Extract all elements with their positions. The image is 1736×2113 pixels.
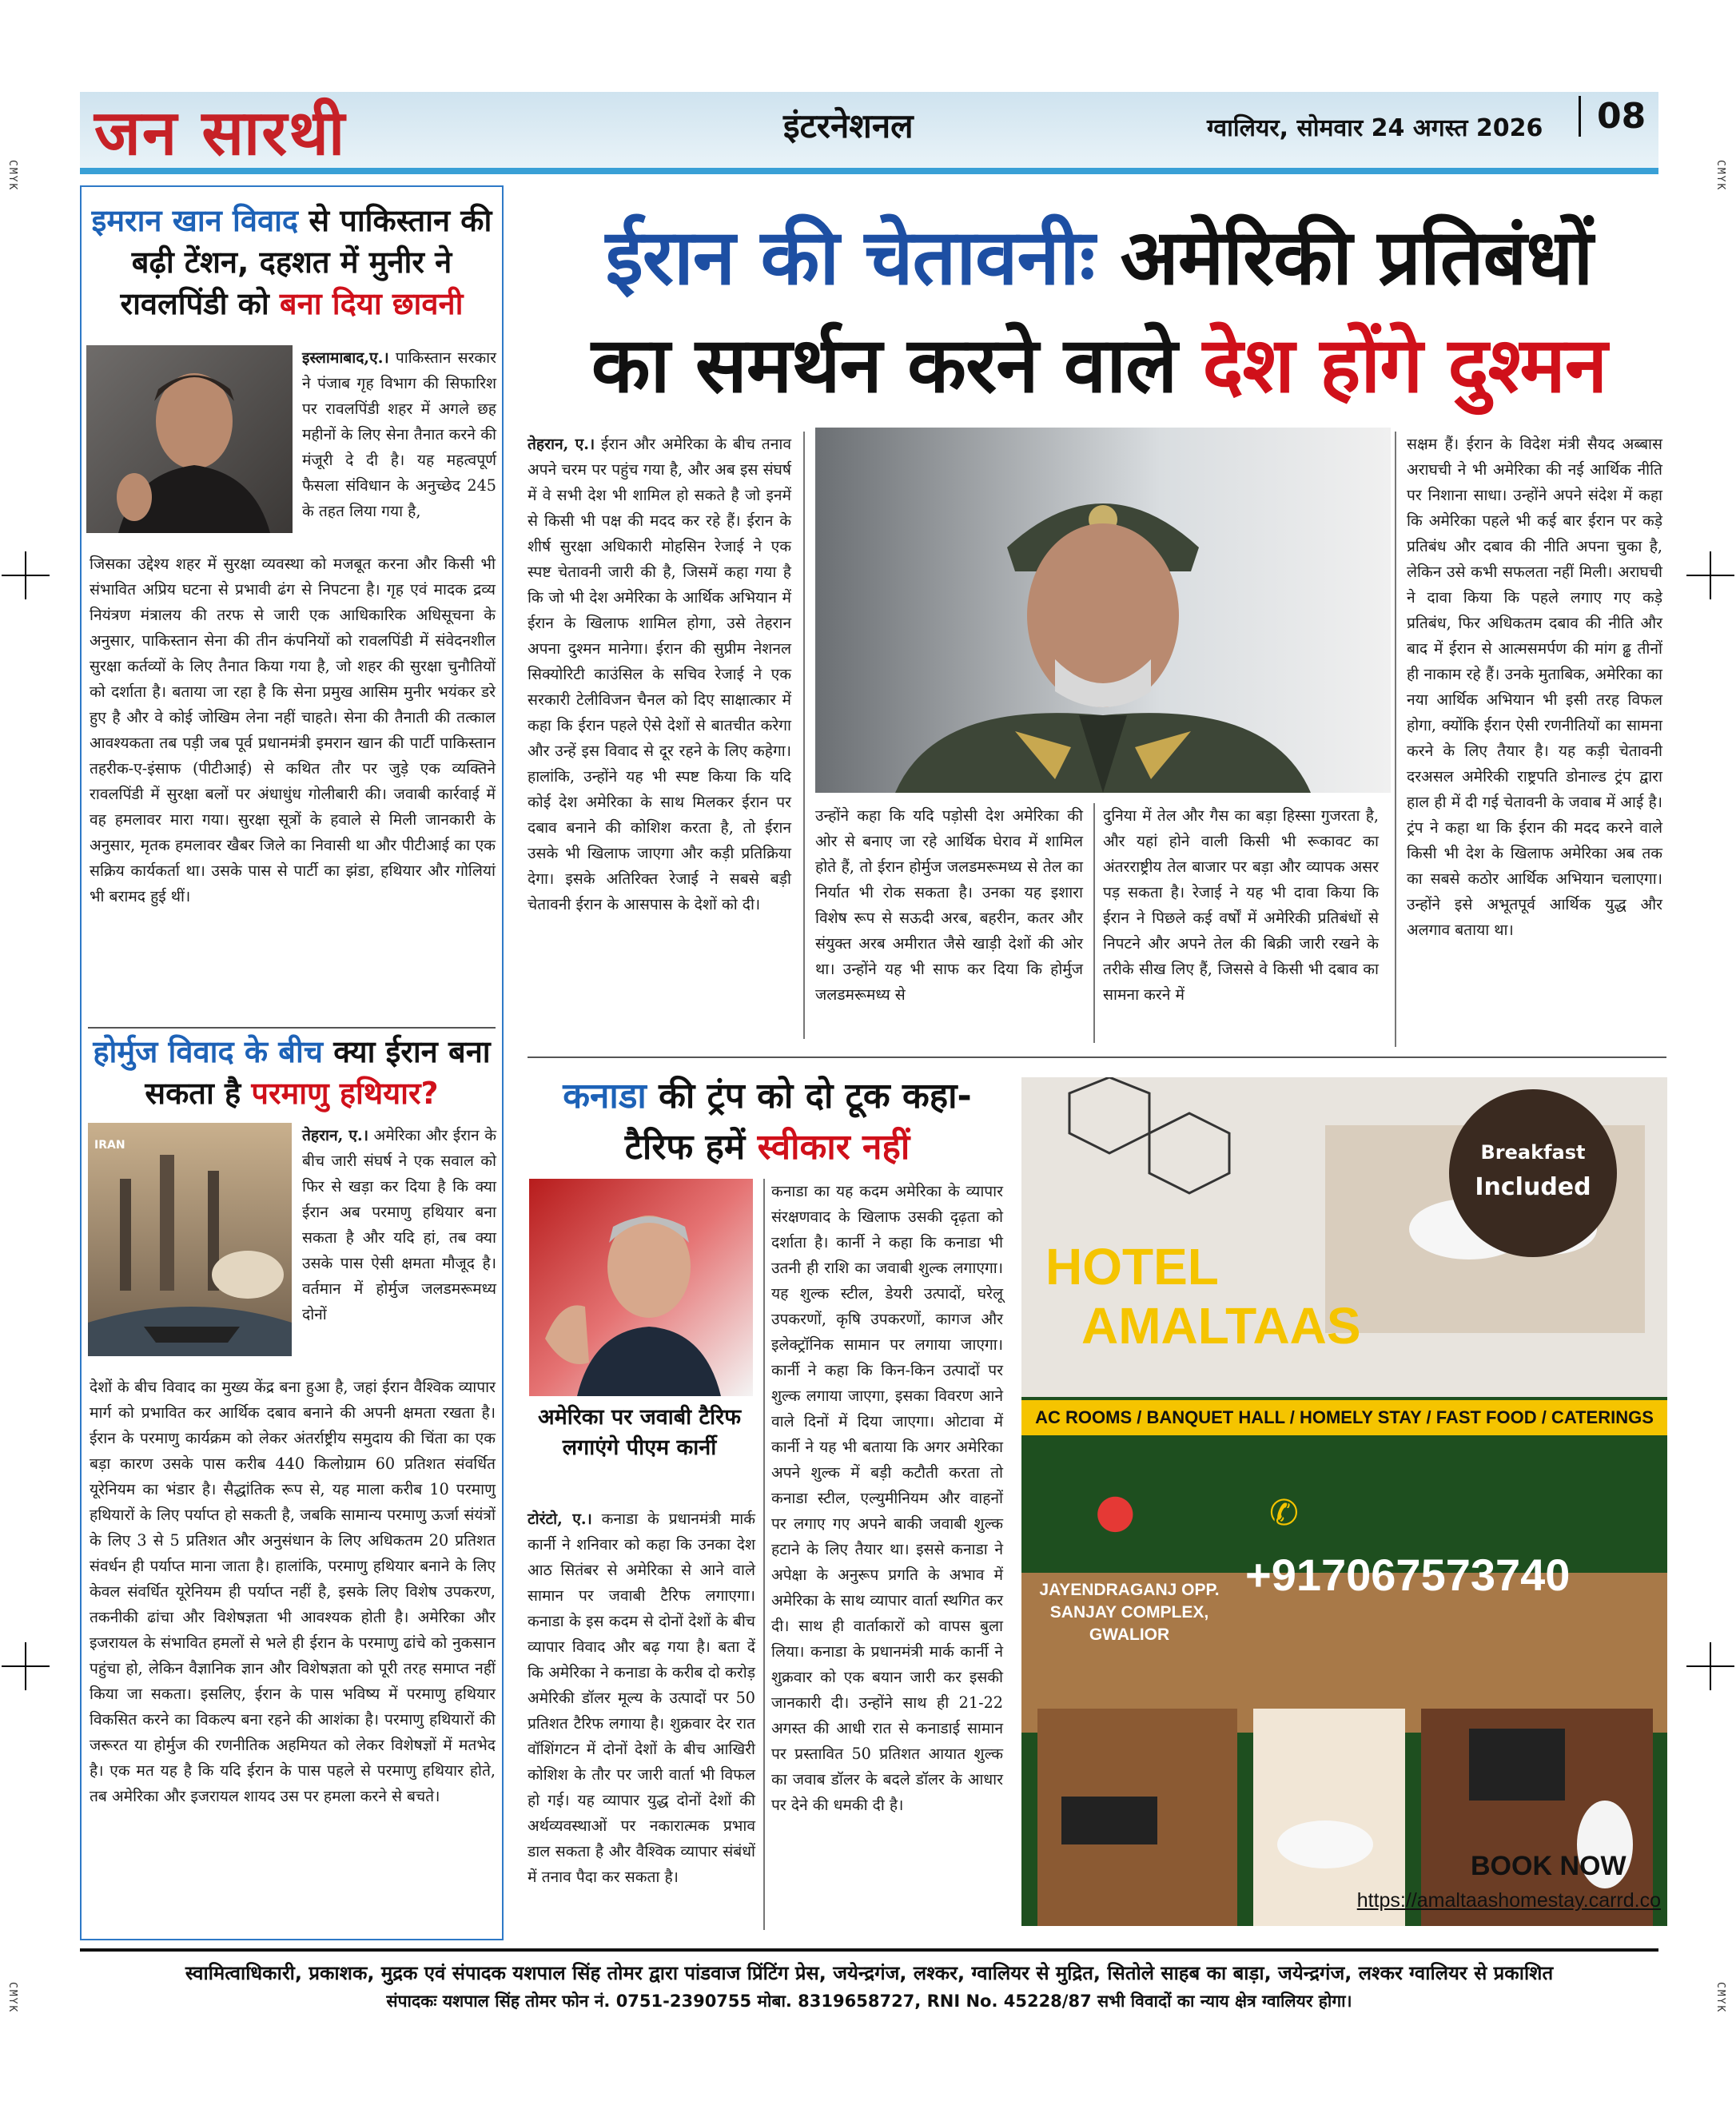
story1-body-text: जिसका उद्देश्य शहर में सुरक्षा व्यवस्था को मजबूत करना और किसी भी संभावित अप्रिय घटना से प्रभावी ढंग से निपटना है। गृह एवं मादक द्रव्य नियंत्रण मंत्रालय की तरफ से जारी एक आधिकारिक अधिसूचना के अनुसार, पाकिस्तान सेना की तीन कंपनियों को रावलपिंडी में संवेदनशील सुरक्षा कर्तव्यों के लिए तैनात किया गया है, जो शहर की सुरक्षा चुनौतियों को दर्शाता है। बताया जा रहा है कि सेना प्रमुख आसिम मुनीर भयंकर डरे हुए है और वे कोई जोखिम लेना नहीं चाहते। सेना की तैनाती की तत्काल आवश्यकता तब पड़ी जब पूर्व प्रधानमंत्री इमरान खान की पार्टी पाकिस्तान तहरीक-ए-इंसाफ (पीटीआई) से कथित तौर पर जुड़े एक व्यक्तिने रावलपिंडी में सुरक्षा बलों पर अंधाधुंध गोलीबारी की। जवाबी कार्रवाई में वह हमलावर मारा गया। सुरक्षा सूत्रों के हवाले से मिली जानकारी के अनुसार, मृतक हमलावर खैबर जिले का निवासी था और पीटीआई का एक सक्रिय कार्यकर्ता था। उसके पास से पार्टी का झंडा, हथियार और गोलियां भी बरामद हुई थीं।	[90, 555, 496, 905]
mohsen-rezaei-photo	[815, 428, 1391, 793]
lead-col1	[528, 432, 791, 917]
lead-col1-text: ईरान और अमेरिका के बीच तनाव अपने चरम पर पहुंच गया है, और अब इस संघर्ष में वे सभी देश भी शामिल हो सकते है जो इनमें से किसी भी पक्ष की मदद कर रहे हैं। ईरान के शीर्ष सुरक्षा अधिकारी मोहसिन रेजाई ने एक स्पष्ट चेतावनी जारी की है, जिसमें कहा गया है कि जो भी देश अमेरिका के आर्थिक अभियान में ईरान के खिलाफ शामिल होगा, उसे तेहरान अपना दुश्मन मानेगा। ईरान की सुप्रीम नेशनल सिक्योरिटी काउंसिल के सचिव रेजाई ने एक सरकारी टेलीविजन चैनल को दिए साक्षात्कार में कहा कि ईरान पहले ऐसे देशों से बातचीत करेगा और उन्हें इस विवाद से दूर रहने के लिए कहेगा। हालांकि, उन्होंने यह भी स्पष्ट किया कि यदि कोई देश अमेरिका के साथ मिलकर ईरान पर दबाव बनाने की कोशिश करता है, तो ईरान उसके भी खिलाफ जाएगा और कड़ी प्रतिक्रिया देगा। इसके अतिरिक्त रेजाई ने सबसे बड़ी चेतावनी ईरान के आसपास के देशों को दी।	[528, 435, 791, 913]
cmyk-mark-top-left: CMYK	[6, 160, 18, 192]
story1-intro	[302, 345, 496, 524]
hotel-title-line1: HOTEL	[1045, 1238, 1219, 1295]
page-number: 08	[1579, 96, 1646, 137]
story2-intro-text: अमेरिका और ईरान के बीच जारी संघर्ष ने एक सवाल को फिर से खड़ा कर दिया है कि क्या ईरान अब परमाणु हथियार बना सकता है और यदि हां, तब क्या उसके पास ऐसी क्षमता मौजूद है। वर्तमान में होर्मुज जलडमरूमध्य दोनों	[302, 1126, 496, 1323]
column-rule	[803, 432, 805, 1039]
story3-headline-red: स्वीकार नहीं	[757, 1127, 910, 1168]
story3-col1	[528, 1506, 755, 1890]
story1-dateline: इस्लामाबाद,ए.।	[302, 348, 389, 367]
divider	[528, 1056, 1666, 1058]
services-bar: AC ROOMS / BANQUET HALL / HOMELY STAY / FAST FOOD / CATERINGS	[1021, 1400, 1667, 1435]
lead-col4	[1407, 432, 1662, 943]
story2-intro	[302, 1123, 496, 1327]
footer-rule	[80, 1948, 1658, 1952]
story2-body	[90, 1375, 496, 1809]
location-pin-icon: ●	[1095, 1483, 1136, 1538]
lead-col3-text: दुनिया में तेल और गैस का बड़ा हिस्सा गुजरता है, और यहां होने वाली किसी भी रूकावट का अंतरराष्ट्रीय तेल बाजार पर बड़ा और व्यापक असर पड़ सकता है। रेजाई ने यह भी दावा किया कि ईरान ने पिछले कई वर्षों में अमेरिकी प्रतिबंधों से निपटने और अपने तेल की बिक्री जारी रखने के तरीके सीख लिए हैं, जिससे वे किसी भी दबाव का सामना करने में	[1103, 806, 1379, 1004]
hotel-title-line2: AMALTAAS	[1081, 1297, 1361, 1355]
lead-col4-text: सक्षम हैं। ईरान के विदेश मंत्री सैयद अब्बास अराघची ने भी अमेरिका की नई आर्थिक नीति पर निशाना साधा। उन्होंने अपने संदेश में कहा कि अमेरिका पहले भी कई बार ईरान पर कड़े प्रतिबंध और दबाव की नीति अपना चुका है, लेकिन उसे कभी सफलता नहीं मिली। अराघची ने दावा किया कि पहले लगाए गए कड़े प्रतिबंध, फिर अधिकतम दबाव की नीति और बाद में ईरान से आत्मसमर्पण की मांग ढ्ढ तीनों ही नाकाम रहे हैं। उनके मुताबिक, अमेरिका का नया आर्थिक अभियान भी इसी तरह विफल होगा, क्योंकि ईरान ऐसी रणनीतियों का सामना करने के लिए तैयार है। यह कड़ी चेतावनी दरअसल अमेरिकी राष्ट्रपति डोनाल्ड ट्रंप द्वारा हाल ही में दी गई चेतावनी के जवाब में आई है। ट्रंप ने कहा था कि ईरान की मदद करने वाले किसी भी देश के खिलाफ अमेरिका अब तक का सबसे कठोर आर्थिक अभियान चलाएगा। उन्होंने इसे अभूतपूर्व आर्थिक युद्ध और अलगाव बताया था।	[1407, 435, 1662, 939]
story2-headline-blue: होर्मुज विवाद के बीच	[93, 1034, 323, 1069]
breakfast-badge	[1465, 1141, 1601, 1201]
story2-body-text: देशों के बीच विवाद का मुख्य केंद्र बना हुआ है, जहां ईरान वैश्विक व्यापार मार्ग को प्रभावित कर आर्थिक दबाव बनाने की अपनी क्षमता रखता है। ईरान के परमाणु कार्यक्रम को लेकर अंतर्राष्ट्रीय समुदाय की चिंता का एक बड़ा कारण उसके पास करीब 440 किलोग्राम 60 प्रतिशत संवर्धित यूरेनियम का भंडार है। सैद्धांतिक रूप से, यह माला करीब 10 परमाणु हथियारों के लिए पर्याप्त हो सकती है, जबकि सामान्य परमाणु ऊर्जा संयंत्रों के लिए 3 से 5 प्रतिशत और अनुसंधान के लिए अधिकतम 20 प्रतिशत संवर्धन ही पर्याप्त माना जाता है। हालांकि, परमाणु हथियार बनाने के लिए केवल संवर्धित यूरेनियम ही पर्याप्त नहीं है, इसके लिए विशेष उपकरण, तकनीकी ढांचा और विशेषज्ञता भी आवश्यक होती है। अमेरिका और इजरायल के संभावित हमलों से भले ही ईरान के परमाणु ढांचे को नुकसान पहुंचा हो, लेकिन वैज्ञानिक ज्ञान और विशेषज्ञता को पूरी तरह समाप्त नहीं किया जा सकता। इसलिए, ईरान के पास भविष्य में परमाणु हथियार विकसित करने का विकल्प बना रहने की आशंका है। परमाणु हथियारों की जरूरत या होर्मुज की रणनीतिक अहमियत को लेकर विशेषज्ञों में मतभेद है। एक मत यह है कि यदि ईरान के पास पहले से परमाणु हथियार होते, तब अमेरिका और इजरायल शायद उस पर हमला करने से बचते।	[90, 1378, 496, 1805]
story3-headline	[528, 1071, 1007, 1173]
story1-headline-red: बना दिया छावनी	[279, 286, 464, 321]
cmyk-mark-top-right: CMYK	[1714, 160, 1726, 192]
story3-headline-blue: कनाडा	[563, 1076, 647, 1116]
registration-mark	[1686, 1642, 1734, 1690]
registration-mark	[1686, 551, 1734, 599]
lead-headline-line1	[528, 204, 1670, 312]
lead-headline	[528, 204, 1670, 420]
lead-headline-black2: का समर्थन करने वाले	[591, 320, 1203, 410]
story1-headline-black: से पाकिस्तान की बढ़ी टेंशन, दहशत में मुनीर ने रावलपिंडी को	[120, 203, 492, 321]
hotel-advertisement	[1021, 1077, 1667, 1926]
lead-headline-blue: ईरान की चेतावनीः	[605, 213, 1095, 302]
address-line3: GWALIOR	[1089, 1626, 1170, 1644]
story3-col2	[771, 1179, 1003, 1818]
story2-headline-red: परमाणु हथियार?	[251, 1076, 439, 1111]
phone-icon: ✆	[1269, 1493, 1299, 1534]
column-rule	[763, 1179, 765, 1930]
iran-nuclear-illustration	[88, 1123, 292, 1356]
story3-headline-black: की ट्रंप को दो टूक कहा- टैरिफ हमें	[624, 1076, 972, 1168]
story1-headline	[88, 200, 496, 324]
lead-dateline: तेहरान, ए.।	[528, 435, 595, 453]
story2-headline-black: क्या ईरान बना सकता है	[145, 1034, 491, 1111]
hotel-phone: +917067573740	[1245, 1550, 1571, 1600]
imprint-line2: संपादकः यशपाल सिंह तोमर फोन नं. 0751-2390755 मोबा. 8319658727, RNI No. 45228/87 सभी विवादों का न्याय क्षेत्र ग्वालियर होगा।	[386, 1992, 1352, 2011]
cmyk-mark-bottom-right: CMYK	[1714, 1982, 1726, 2014]
hotel-website-link[interactable]: https://amaltaashomestay.carrd.co	[1356, 1889, 1661, 1912]
story1-intro-text: पाकिस्तान सरकार ने पंजाब गृह विभाग की सिफारिश पर रावलपिंडी शहर में अगले छह महीनों के लिए सेना तैनात करने की मंजूरी दे दी है। यह महत्वपूर्ण फैसला संविधान के अनुच्छेद 245 के तहत लिया गया है,	[302, 348, 496, 520]
story3-dateline: टोरंटो, ए.।	[528, 1510, 592, 1528]
story2-headline	[88, 1031, 496, 1114]
carney-caption: अमेरिका पर जवाबी टैरिफ लगाएंगे पीएम कार्नी	[537, 1405, 742, 1460]
lead-col2-text: उन्होंने कहा कि यदि पड़ोसी देश अमेरिका की ओर से बनाए जा रहे आर्थिक घेराव में शामिल होते हैं, तो ईरान होर्मुज जलडमरूमध्य से तेल का निर्यात भी रोक सकता है। उनका यह इशारा विशेष रूप से सऊदी अरब, बहरीन, कतर और संयुक्त अरब अमीरात जैसे खाड़ी देशों की ओर था। उन्होंने यह भी साफ कर दिया कि होर्मुज जलडमरूमध्य से	[815, 806, 1083, 1004]
address-line2: SANJAY COMPLEX,	[1049, 1603, 1209, 1622]
iran-image-label: IRAN	[94, 1139, 125, 1152]
issue-date: ग्वालियर, सोमवार 24 अगस्त 2026	[1207, 114, 1543, 142]
badge-line2: Included	[1475, 1173, 1591, 1201]
story1-body	[90, 551, 496, 909]
registration-mark	[2, 551, 50, 599]
mark-carney-photo	[529, 1179, 753, 1396]
hotel-title	[1045, 1237, 1361, 1355]
lead-headline-line2	[528, 312, 1670, 420]
address-line1: JAYENDRAGANJ OPP.	[1039, 1581, 1220, 1599]
hotel-address	[1037, 1579, 1221, 1646]
story3-col1-text: कनाडा के प्रधानमंत्री मार्क कार्नी ने शनिवार को कहा कि उनका देश आठ सितंबर से अमेरिका से आने वाले सामान पर जवाबी टैरिफ लगाएगा। कनाडा के इस कदम से दोनों देशों के बीच व्यापार विवाद और बढ़ गया है। बता दें कि अमेरिका ने कनाडा के करीब दो करोड़ अमेरिकी डॉलर मूल्य के उत्पादों पर 50 प्रतिशत टैरिफ लगाया है। शुक्रवार देर रात वॉशिंगटन में दोनों देशों के बीच आखिरी कोशिश के तौर पर जारी वार्ता भी विफल हो गई। यह व्यापार युद्ध दोनों देशों की अर्थव्यवस्थाओं पर नकारात्मक प्रभाव डाल सकता है और वैश्विक व्यापार संबंधों में तनाव पैदा कर सकता है।	[528, 1510, 755, 1886]
lead-headline-black1: अमेरिकी प्रतिबंधों	[1094, 213, 1593, 302]
story1-headline-blue: इमरान खान विवाद	[91, 203, 299, 238]
masthead-logo: जन सारथी	[94, 97, 347, 169]
cmyk-mark-bottom-left: CMYK	[6, 1982, 18, 2014]
divider	[88, 1027, 496, 1029]
story3-col2-text: कनाडा का यह कदम अमेरिका के व्यापार संरक्षणवाद के खिलाफ उसकी दृढ़ता को दर्शाता है। कार्नी ने कहा कि कनाडा भी उतनी ही राशि का जवाबी शुल्क लगाएगा। यह शुल्क स्टील, डेयरी उत्पादों, घरेलू उपकरणों, कृषि उपकरणों, कागज और इलेक्ट्रॉनिक सामान पर लगाया जाएगा। कार्नी ने कहा कि किन-किन उत्पादों पर शुल्क लगाया जाएगा, इसका विवरण आने वाले दिनों में दिया जाएगा। ओटावा में कार्नी ने यह भी बताया कि अगर अमेरिका अपने शुल्क में बड़ी कटौती करता तो कनाडा स्टील, एल्युमीनियम और वाहनों पर लगाए गए अपने बाकी जवाबी शुल्क हटाने के लिए तैयार था। इससे कनाडा ने अपेक्षा के अनुरूप प्रगति के अभाव में अमेरिका के साथ व्यापार वार्ता स्थगित कर दी। साथ ही वार्ताकारों को वापस बुला लिया। कनाडा के प्रधानमंत्री मार्क कार्नी ने शुक्रवार को एक बयान जारी कर इसकी जानकारी दी। उन्होंने साथ ही 21-22 अगस्त की आधी रात से कनाडाई सामान पर प्रस्तावित 50 प्रतिशत आयात शुल्क का जवाब डॉलर के बदले डॉलर के आधार पर देने की धमकी दी है।	[771, 1182, 1003, 1814]
imran-khan-photo	[86, 345, 293, 533]
book-now-button[interactable]: BOOK NOW	[1471, 1851, 1627, 1881]
lead-col3	[1103, 803, 1379, 1008]
lead-col2	[815, 803, 1083, 1008]
section-title: इंटरनेशनल	[783, 106, 914, 145]
badge-line1: Breakfast	[1480, 1141, 1586, 1164]
column-rule	[1093, 803, 1095, 1043]
imprint-line1: स्वामित्वाधिकारी, प्रकाशक, मुद्रक एवं संपादक यशपाल सिंह तोमर द्वारा पांडवाज प्रिंटिंग प्रेस, जयेन्द्रगंज, लश्कर, ग्वालियर से मुद्रित, सितोले साहब का बाड़ा, जयेन्द्रगंज, लश्कर ग्वालियर से प्रकाशित	[185, 1962, 1554, 1984]
column-rule	[1395, 432, 1396, 1047]
registration-mark	[2, 1642, 50, 1690]
lead-headline-red: देश होंगे दुश्मन	[1202, 320, 1607, 410]
story2-dateline: तेहरान, ए.।	[302, 1126, 368, 1144]
